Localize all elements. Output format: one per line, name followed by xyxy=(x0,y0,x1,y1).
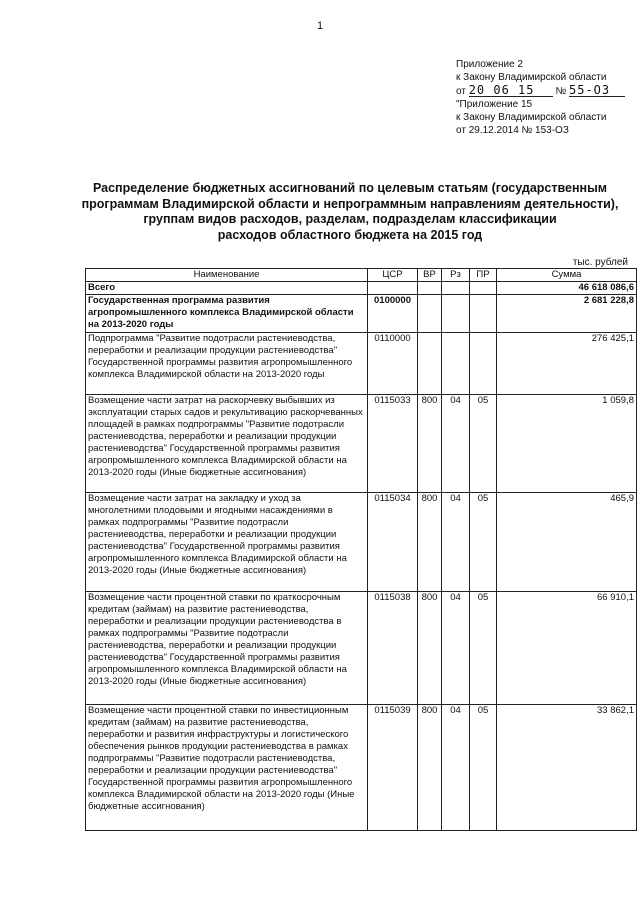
cell-sum: 465,9 xyxy=(497,493,637,592)
appendix-line: к Закону Владимирской области xyxy=(456,112,607,123)
cell-sum: 2 681 228,8 xyxy=(497,295,637,333)
appendix-line: к Закону Владимирской области xyxy=(456,72,607,83)
cell-pr xyxy=(470,295,497,333)
cell-sum: 276 425,1 xyxy=(497,333,637,395)
cell-csr: 0115038 xyxy=(368,592,418,705)
cell-vr xyxy=(418,295,442,333)
cell-name: Государственная программа развития агропромышленного комплекса Владимирской области на 2013-2020 годы xyxy=(86,295,368,333)
cell-name: Всего xyxy=(86,282,368,295)
appendix-line: "Приложение 15 xyxy=(456,99,533,110)
cell-name: Возмещение части процентной ставки по краткосрочным кредитам (займам) на развитие растениеводства, переработки и реализации продукции растениеводства в рамках подпрограммы "Развитие подотрасли растениеводства, переработки и реализации продукции растениеводства" Государственной программы развития агропромышленного комплекса Владимирской области на 2013-2020 годы (Иные бюджетные ассигнования) xyxy=(86,592,368,705)
cell-vr: 800 xyxy=(418,705,442,831)
cell-sum: 33 862,1 xyxy=(497,705,637,831)
cell-csr: 0115039 xyxy=(368,705,418,831)
cell-csr xyxy=(368,282,418,295)
cell-rz: 04 xyxy=(442,395,470,493)
appendix-date-prefix: от xyxy=(456,86,466,97)
title-line: группам видов расходов, разделам, подразделам классификации xyxy=(143,212,557,226)
cell-pr: 05 xyxy=(470,395,497,493)
table-row xyxy=(86,395,637,493)
cell-rz xyxy=(442,295,470,333)
cell-name: Подпрограмма "Развитие подотрасли растениеводства, переработки и реализации продукции растениеводства" Государственной программы развития агропромышленного комплекса Владимирской области на 2013-2020 годы xyxy=(86,333,368,395)
cell-name: Возмещение части затрат на закладку и уход за многолетними плодовыми и ягодными насаждениями в рамках подпрограммы "Развитие подотрасли растениеводства, переработки и реализации продукции растениеводства" Государственной программы развития агропромышленного комплекса Владимирской области на 2013-2020 годы (Иные бюджетные ассигнования) xyxy=(86,493,368,592)
appendix-number-sign: № xyxy=(555,86,567,97)
appendix-line: Приложение 2 xyxy=(456,59,523,70)
cell-rz: 04 xyxy=(442,705,470,831)
cell-rz: 04 xyxy=(442,592,470,705)
title-line: Распределение бюджетных ассигнований по целевым статьям (государственным xyxy=(92,181,607,195)
cell-pr xyxy=(470,282,497,295)
header-sum: Сумма xyxy=(497,269,637,282)
table-row xyxy=(86,295,637,333)
cell-pr xyxy=(470,333,497,395)
cell-pr: 05 xyxy=(470,705,497,831)
cell-vr xyxy=(418,282,442,295)
cell-sum: 1 059,8 xyxy=(497,395,637,493)
table-row xyxy=(86,493,637,592)
cell-sum: 66 910,1 xyxy=(497,592,637,705)
cell-sum: 46 618 086,6 xyxy=(497,282,637,295)
cell-rz xyxy=(442,282,470,295)
page-number: 1 xyxy=(316,20,324,32)
table-header-row xyxy=(86,269,637,282)
cell-vr: 800 xyxy=(418,493,442,592)
header-rz: Рз xyxy=(442,269,470,282)
cell-name: Возмещение части процентной ставки по инвестиционным кредитам (займам) на развитие растениеводства, переработки и развития инфраструктуры и логистического обеспечения рынков продукции растениеводства в рамках подпрограммы "Развитие подотрасли растениеводства, переработки и реализации продукции растениеводства" Государственной программы развития агропромышленного комплекса Владимирской области на 2013-2020 годы (Иные бюджетные ассигнования) xyxy=(86,705,368,831)
header-vr: ВР xyxy=(418,269,442,282)
table-row xyxy=(86,282,637,295)
title-line: расходов областного бюджета на 2015 год xyxy=(217,227,483,242)
units-label: тыс. рублей xyxy=(572,257,628,268)
header-pr: ПР xyxy=(470,269,497,282)
cell-rz: 04 xyxy=(442,493,470,592)
cell-csr: 0115033 xyxy=(368,395,418,493)
cell-vr: 800 xyxy=(418,592,442,705)
header-name: Наименование xyxy=(86,269,368,282)
table-row xyxy=(86,592,637,705)
handwritten-law-number: 55-ОЗ xyxy=(569,84,625,97)
cell-csr: 0115034 xyxy=(368,493,418,592)
appendix-date-line xyxy=(456,84,625,98)
document-title xyxy=(60,181,640,243)
appendix-block xyxy=(456,58,625,137)
cell-pr: 05 xyxy=(470,592,497,705)
appendix-line: от 29.12.2014 № 153-ОЗ xyxy=(456,125,569,136)
cell-pr: 05 xyxy=(470,493,497,592)
cell-vr: 800 xyxy=(418,395,442,493)
header-csr: ЦСР xyxy=(368,269,418,282)
budget-table xyxy=(85,268,637,831)
cell-name: Возмещение части затрат на раскорчевку выбывших из эксплуатации старых садов и рекультивацию раскорчеванных площадей в рамках подпрограммы "Развитие подотрасли растениеводства, переработки и реализации продукции растениеводства" Государственной программы развития агропромышленного комплекса Владимирской области на 2013-2020 годы (Иные бюджетные ассигнования) xyxy=(86,395,368,493)
table-row xyxy=(86,333,637,395)
cell-rz xyxy=(442,333,470,395)
handwritten-date: 20 06 15 xyxy=(469,84,553,97)
table-row xyxy=(86,705,637,831)
cell-csr: 0110000 xyxy=(368,333,418,395)
title-line: программам Владимирской области и непрограммным направлениям деятельности), xyxy=(81,196,619,211)
cell-vr xyxy=(418,333,442,395)
cell-csr: 0100000 xyxy=(368,295,418,333)
